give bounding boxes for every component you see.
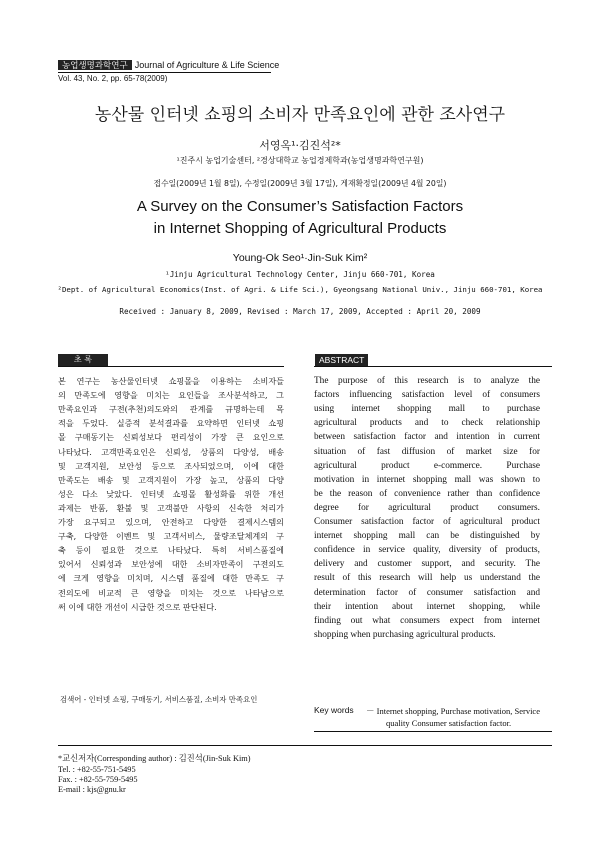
abstract-line: 에 크게 영향을 미치며, 시스템 품질에 대한 만족도 구 [58,573,284,584]
keywords-english-line-2: quality Consumer satisfaction factor. [386,718,512,728]
abstract-line: shopping when purchasing agricultural products. [314,629,496,640]
keywords-english [366,705,556,729]
abstract-line: result of this research will help us understand the [314,573,540,584]
title-english-line-2: in Internet Shopping of Agricultural Products [153,220,447,237]
keywords-english-label: Key words [314,705,354,715]
abstract-line: confidence in service quality, diversity of products, [314,545,540,556]
abstract-line: agricultural product e-commerce. Purchase [314,460,540,471]
abstract-line: between satisfaction factor and intention in current [314,432,540,443]
footnote-tel: Tel. : +82-55-751-5495 [58,765,136,774]
abstract-line: situation of fast diffusion of market size for [314,446,540,457]
authors-english: Young-Ok Seo¹·Jin-Suk Kim² [232,252,368,264]
abstract-line: 적을 두었다. 실증적 분석결과를 요약하면 인터넷 쇼핑 [58,418,284,429]
abstract-line: The purpose of this research is to analyze the [314,376,540,386]
abstract-line: 몰 구매동기는 신뢰성보다 편리성이 가장 큰 요인으로 [58,432,284,443]
title-english [0,196,600,240]
abstract-line: 구축, 다양한 이벤트 및 고객서비스, 물량조달체계의 구 [58,531,284,542]
abstract-line: 및 고객지원, 보안성 등으로 조사되었으며, 이에 대한 [58,460,284,471]
abstract-english-body [314,376,540,666]
abstract-line: degree for agricultural product consumers. [314,502,540,513]
abstract-end-rule [314,731,552,732]
affiliation-english-2: ²Dept. of Agricultural Economics(Inst. of Agri. & Life Sci.), Gyeongsang National Univ., Jinju 660-701, Korea [57,285,543,294]
abstract-line: internet shopping mall can be distinguished by [314,531,540,542]
abstract-line: 있어서 신뢰성과 보안성에 대한 소비자만족이 구전의도 [58,559,284,570]
abstract-line: 성은 다소 낮았다. 인터넷 쇼핑몰 활성화를 위한 개선 [58,488,284,499]
abstract-line: 써 이에 대한 개선이 시급한 것으로 판단된다. [58,601,217,612]
abstract-line: their intention about internet shopping, while [314,601,540,612]
abstract-line: 축 등이 필요한 것으로 나타났다. 특히 서비스품질에 [58,545,284,556]
abstract-line: delivery and customer support, and security. The [314,559,540,570]
abstract-line: agricultural products and to check relationship [314,418,540,429]
abstract-line: 만족요인과 구전(추천)의도와의 관계를 규명하는데 목 [58,404,284,415]
abstract-line: determination factor of consumer satisfaction and [314,587,540,598]
journal-name: Journal of Agriculture & Life Science [134,60,280,70]
keywords-english-line-1: － Internet shopping, Purchase motivation, Service [366,706,540,716]
header-rule [58,72,271,73]
abstract-line: using internet shopping mall to purchase [314,404,540,415]
abstract-line: factors influencing satisfaction level of consumers [314,390,540,401]
footnote-fax: Fax. : +82-55-759-5495 [58,775,138,784]
abstract-line: Consumer satisfaction factor of agricultural product [314,517,540,527]
abstract-line: 전의도에 비교적 큰 영향을 미치는 것으로 나타남으로 [58,587,284,598]
volume-info: Vol. 43, No. 2, pp. 65-78(2009) [58,74,168,83]
abstract-line: 과제는 반품, 환불 및 고객불만 사항의 신속한 처리가 [58,502,284,513]
dates-english: Received : January 8, 2009, Revised : March 17, 2009, Accepted : April 20, 2009 [119,307,481,316]
abstract-english-rule [314,366,552,367]
abstract-line: 가장 요구되고 있으며, 안전하고 다양한 결제시스템의 [58,517,284,527]
title-korean: 농산물 인터넷 쇼핑의 소비자 만족요인에 관한 조사연구 [94,105,506,125]
abstract-english-heading: ABSTRACT [315,354,368,366]
affiliation-english-1: ¹Jinju Agricultural Technology Center, Jinju 660-701, Korea [165,270,435,279]
footnote-email: E-mail : kjs@gnu.kr [58,785,126,794]
keywords-korean: 검색어 - 인터넷 쇼핑, 구매동기, 서비스품질, 소비자 만족요인 [60,695,258,704]
dates-korean: 접수일(2009년 1월 8일), 수정일(2009년 3월 17일), 게재확정일(2009년 4월 20일) [153,179,447,188]
abstract-line: motivation in internet shopping mall was shown to [314,474,540,485]
title-english-line-1: A Survey on the Consumer’s Satisfaction Factors [136,198,464,215]
footnote-rule [58,745,552,746]
abstract-line: finding out what consumers expect from internet [314,615,540,626]
abstract-line: 나타났다. 고객만족요인은 신뢰성, 상품의 다양성, 배송 [58,446,284,457]
journal-header [58,59,279,71]
authors-korean: 서영옥¹·김진석²* [259,139,341,152]
abstract-line: be the reason of convenience rather than confidence [314,488,540,499]
abstract-line: 본 연구는 농산물인터넷 쇼핑몰을 이용하는 소비자들 [58,376,284,386]
journal-badge: 농업생명과학연구 [58,60,132,70]
abstract-korean-body [58,376,284,616]
abstract-line: 의 만족도에 영향을 미치는 요인들을 조사분석하고, 그 [58,390,284,401]
abstract-korean-rule [58,366,284,367]
abstract-korean-heading: 초 록 [58,354,108,366]
affiliation-korean: ¹진주시 농업기술센터, ²경상대학교 농업경제학과(농업생명과학연구원) [176,156,424,165]
footnote-corresponding: *교신저자(Corresponding author) : 김진석(Jin-Suk Kim) [58,754,251,763]
abstract-line: 만족도는 배송 및 고객지원이 가장 높고, 상품의 다양 [58,474,284,485]
